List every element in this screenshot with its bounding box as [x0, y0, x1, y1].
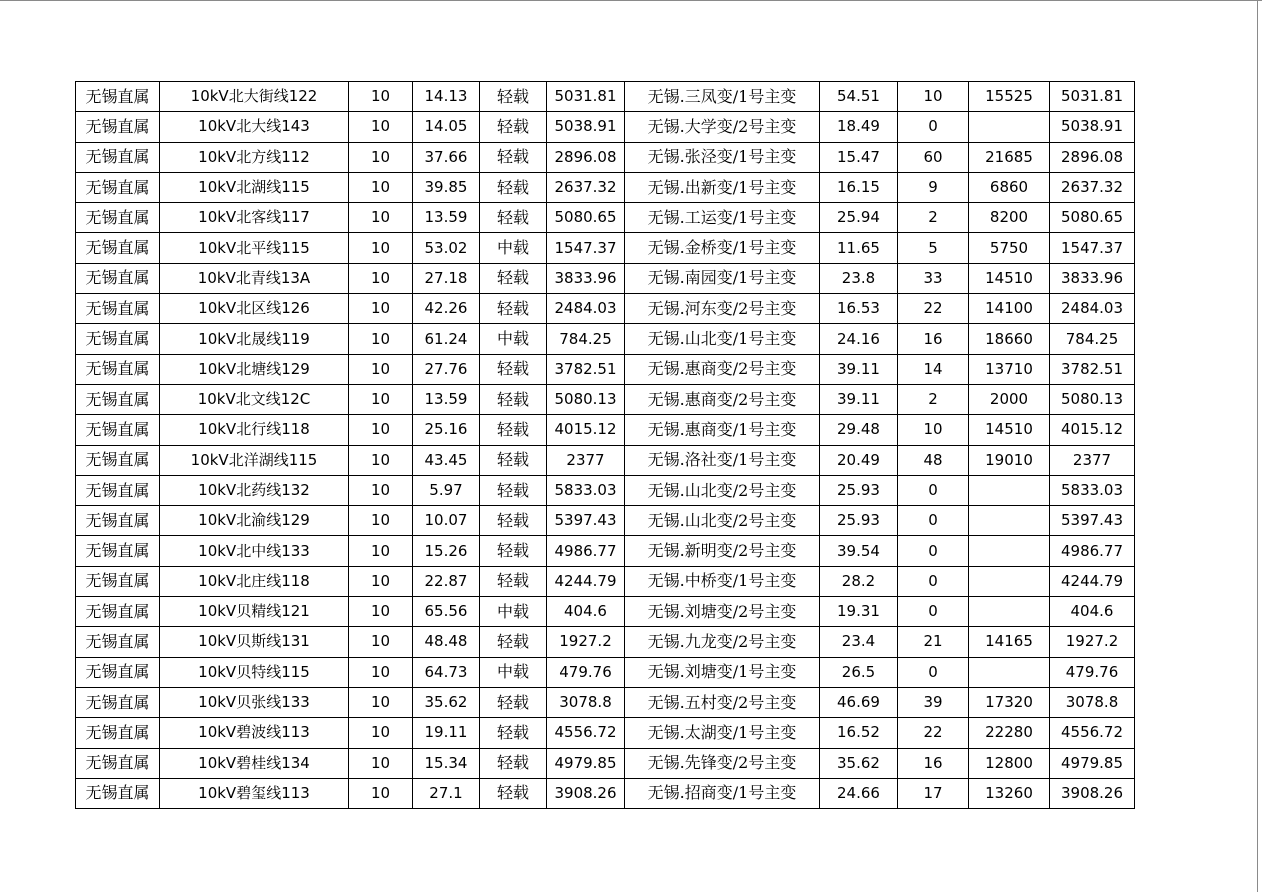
voltage-cell: 10: [349, 142, 413, 172]
user-capacity-cell: [969, 112, 1050, 142]
line-name-cell: 10kV北湖线115: [160, 172, 349, 202]
table-row: [76, 475, 1135, 505]
remaining-capacity-cell: 4556.72: [1050, 718, 1135, 748]
load-rate-cell: 64.73: [413, 657, 480, 687]
voltage-cell: 10: [349, 778, 413, 808]
transformer-load-rate-cell: 11.65: [820, 233, 898, 263]
line-name-cell: 10kV贝张线133: [160, 687, 349, 717]
remaining-capacity-cell: 3833.96: [1050, 263, 1135, 293]
user-count-cell: 0: [898, 657, 969, 687]
load-rate-cell: 14.13: [413, 82, 480, 112]
voltage-cell: 10: [349, 203, 413, 233]
user-count-cell: 17: [898, 778, 969, 808]
available-capacity-cell: 2896.08: [547, 142, 625, 172]
available-capacity-cell: 5833.03: [547, 475, 625, 505]
user-count-cell: 5: [898, 233, 969, 263]
line-name-cell: 10kV北文线12C: [160, 384, 349, 414]
available-capacity-cell: 1547.37: [547, 233, 625, 263]
user-count-cell: 2: [898, 203, 969, 233]
voltage-cell: 10: [349, 506, 413, 536]
line-name-cell: 10kV北区线126: [160, 294, 349, 324]
user-capacity-cell: 14100: [969, 294, 1050, 324]
load-status-cell: 中载: [480, 597, 547, 627]
user-count-cell: 60: [898, 142, 969, 172]
available-capacity-cell: 3782.51: [547, 354, 625, 384]
table-row: [76, 778, 1135, 808]
load-status-cell: 轻载: [480, 506, 547, 536]
table-row: [76, 294, 1135, 324]
available-capacity-cell: 3078.8: [547, 687, 625, 717]
user-capacity-cell: 13710: [969, 354, 1050, 384]
load-status-cell: 轻载: [480, 566, 547, 596]
transformer-load-rate-cell: 16.52: [820, 718, 898, 748]
transformer-load-rate-cell: 23.4: [820, 627, 898, 657]
user-capacity-cell: 14165: [969, 627, 1050, 657]
user-capacity-cell: 13260: [969, 778, 1050, 808]
available-capacity-cell: 784.25: [547, 324, 625, 354]
unit-cell: 无锡直属: [76, 263, 160, 293]
page-right-border: [1257, 0, 1258, 892]
user-capacity-cell: 5750: [969, 233, 1050, 263]
table-row: [76, 627, 1135, 657]
transformer-cell: 无锡.三凤变/1号主变: [625, 82, 820, 112]
table-row: [76, 506, 1135, 536]
load-status-cell: 中载: [480, 233, 547, 263]
unit-cell: 无锡直属: [76, 475, 160, 505]
remaining-capacity-cell: 5080.65: [1050, 203, 1135, 233]
voltage-cell: 10: [349, 82, 413, 112]
voltage-cell: 10: [349, 324, 413, 354]
transformer-load-rate-cell: 29.48: [820, 415, 898, 445]
user-count-cell: 14: [898, 354, 969, 384]
unit-cell: 无锡直属: [76, 294, 160, 324]
load-status-cell: 轻载: [480, 142, 547, 172]
voltage-cell: 10: [349, 657, 413, 687]
line-name-cell: 10kV北大线143: [160, 112, 349, 142]
line-name-cell: 10kV北塘线129: [160, 354, 349, 384]
line-name-cell: 10kV碧玺线113: [160, 778, 349, 808]
user-capacity-cell: 12800: [969, 748, 1050, 778]
transformer-load-rate-cell: 18.49: [820, 112, 898, 142]
user-count-cell: 10: [898, 82, 969, 112]
transformer-cell: 无锡.洛社变/1号主变: [625, 445, 820, 475]
table-row: [76, 597, 1135, 627]
voltage-cell: 10: [349, 475, 413, 505]
load-status-cell: 轻载: [480, 263, 547, 293]
user-count-cell: 16: [898, 324, 969, 354]
load-rate-cell: 10.07: [413, 506, 480, 536]
user-count-cell: 9: [898, 172, 969, 202]
voltage-cell: 10: [349, 112, 413, 142]
available-capacity-cell: 2484.03: [547, 294, 625, 324]
voltage-cell: 10: [349, 172, 413, 202]
user-count-cell: 0: [898, 536, 969, 566]
load-rate-cell: 19.11: [413, 718, 480, 748]
available-capacity-cell: 404.6: [547, 597, 625, 627]
voltage-cell: 10: [349, 597, 413, 627]
table-row: [76, 142, 1135, 172]
unit-cell: 无锡直属: [76, 233, 160, 263]
available-capacity-cell: 4986.77: [547, 536, 625, 566]
load-status-cell: 轻载: [480, 627, 547, 657]
unit-cell: 无锡直属: [76, 324, 160, 354]
unit-cell: 无锡直属: [76, 748, 160, 778]
voltage-cell: 10: [349, 233, 413, 263]
table-row: [76, 354, 1135, 384]
transformer-cell: 无锡.惠商变/2号主变: [625, 384, 820, 414]
unit-cell: 无锡直属: [76, 445, 160, 475]
transformer-cell: 无锡.惠商变/1号主变: [625, 415, 820, 445]
transformer-cell: 无锡.中桥变/1号主变: [625, 566, 820, 596]
table-row: [76, 718, 1135, 748]
load-rate-cell: 37.66: [413, 142, 480, 172]
remaining-capacity-cell: 2377: [1050, 445, 1135, 475]
load-rate-cell: 22.87: [413, 566, 480, 596]
transformer-cell: 无锡.五村变/2号主变: [625, 687, 820, 717]
table-row: [76, 172, 1135, 202]
unit-cell: 无锡直属: [76, 778, 160, 808]
table-row: [76, 112, 1135, 142]
remaining-capacity-cell: 2637.32: [1050, 172, 1135, 202]
remaining-capacity-cell: 3908.26: [1050, 778, 1135, 808]
available-capacity-cell: 2377: [547, 445, 625, 475]
unit-cell: 无锡直属: [76, 384, 160, 414]
user-capacity-cell: 17320: [969, 687, 1050, 717]
voltage-cell: 10: [349, 748, 413, 778]
table-row: [76, 657, 1135, 687]
unit-cell: 无锡直属: [76, 597, 160, 627]
remaining-capacity-cell: 479.76: [1050, 657, 1135, 687]
transformer-load-rate-cell: 15.47: [820, 142, 898, 172]
transformer-load-rate-cell: 39.11: [820, 384, 898, 414]
load-rate-cell: 27.76: [413, 354, 480, 384]
transformer-load-rate-cell: 24.66: [820, 778, 898, 808]
available-capacity-cell: 5031.81: [547, 82, 625, 112]
remaining-capacity-cell: 5038.91: [1050, 112, 1135, 142]
remaining-capacity-cell: 5833.03: [1050, 475, 1135, 505]
transformer-cell: 无锡.先锋变/2号主变: [625, 748, 820, 778]
user-count-cell: 48: [898, 445, 969, 475]
remaining-capacity-cell: 1927.2: [1050, 627, 1135, 657]
table-row: [76, 687, 1135, 717]
transformer-load-rate-cell: 54.51: [820, 82, 898, 112]
transformer-load-rate-cell: 39.11: [820, 354, 898, 384]
load-status-cell: 轻载: [480, 778, 547, 808]
unit-cell: 无锡直属: [76, 415, 160, 445]
user-capacity-cell: [969, 566, 1050, 596]
load-rate-cell: 53.02: [413, 233, 480, 263]
transformer-cell: 无锡.张泾变/1号主变: [625, 142, 820, 172]
user-count-cell: 0: [898, 506, 969, 536]
user-capacity-cell: 22280: [969, 718, 1050, 748]
unit-cell: 无锡直属: [76, 506, 160, 536]
table-row: [76, 263, 1135, 293]
table-row: [76, 415, 1135, 445]
available-capacity-cell: 4556.72: [547, 718, 625, 748]
available-capacity-cell: 5080.13: [547, 384, 625, 414]
user-count-cell: 33: [898, 263, 969, 293]
user-capacity-cell: 14510: [969, 415, 1050, 445]
user-count-cell: 0: [898, 597, 969, 627]
load-rate-cell: 43.45: [413, 445, 480, 475]
load-status-cell: 轻载: [480, 294, 547, 324]
load-status-cell: 轻载: [480, 82, 547, 112]
transformer-load-rate-cell: 19.31: [820, 597, 898, 627]
user-count-cell: 21: [898, 627, 969, 657]
line-name-cell: 10kV北洋湖线115: [160, 445, 349, 475]
line-name-cell: 10kV北渝线129: [160, 506, 349, 536]
load-status-cell: 轻载: [480, 445, 547, 475]
transformer-cell: 无锡.工运变/1号主变: [625, 203, 820, 233]
transformer-cell: 无锡.山北变/2号主变: [625, 506, 820, 536]
unit-cell: 无锡直属: [76, 82, 160, 112]
transformer-load-rate-cell: 35.62: [820, 748, 898, 778]
unit-cell: 无锡直属: [76, 627, 160, 657]
transformer-load-rate-cell: 16.53: [820, 294, 898, 324]
table-row: [76, 566, 1135, 596]
remaining-capacity-cell: 1547.37: [1050, 233, 1135, 263]
unit-cell: 无锡直属: [76, 142, 160, 172]
transformer-load-rate-cell: 26.5: [820, 657, 898, 687]
user-capacity-cell: [969, 597, 1050, 627]
remaining-capacity-cell: 4244.79: [1050, 566, 1135, 596]
transformer-load-rate-cell: 16.15: [820, 172, 898, 202]
transformer-load-rate-cell: 46.69: [820, 687, 898, 717]
table-row: [76, 203, 1135, 233]
available-capacity-cell: 5080.65: [547, 203, 625, 233]
transformer-load-rate-cell: 25.93: [820, 506, 898, 536]
transformer-cell: 无锡.刘塘变/1号主变: [625, 657, 820, 687]
user-capacity-cell: 19010: [969, 445, 1050, 475]
line-name-cell: 10kV北药线132: [160, 475, 349, 505]
line-name-cell: 10kV碧桂线134: [160, 748, 349, 778]
transformer-load-rate-cell: 39.54: [820, 536, 898, 566]
remaining-capacity-cell: 5397.43: [1050, 506, 1135, 536]
unit-cell: 无锡直属: [76, 354, 160, 384]
user-capacity-cell: 8200: [969, 203, 1050, 233]
user-capacity-cell: 14510: [969, 263, 1050, 293]
available-capacity-cell: 3908.26: [547, 778, 625, 808]
load-status-cell: 中载: [480, 657, 547, 687]
unit-cell: 无锡直属: [76, 203, 160, 233]
line-name-cell: 10kV北庄线118: [160, 566, 349, 596]
load-rate-cell: 65.56: [413, 597, 480, 627]
voltage-cell: 10: [349, 687, 413, 717]
available-capacity-cell: 2637.32: [547, 172, 625, 202]
table-row: [76, 445, 1135, 475]
user-count-cell: 22: [898, 294, 969, 324]
page-top-border: [0, 0, 1262, 1]
load-rate-cell: 13.59: [413, 203, 480, 233]
voltage-cell: 10: [349, 384, 413, 414]
load-rate-cell: 5.97: [413, 475, 480, 505]
transformer-cell: 无锡.金桥变/1号主变: [625, 233, 820, 263]
user-capacity-cell: [969, 475, 1050, 505]
available-capacity-cell: 4244.79: [547, 566, 625, 596]
user-capacity-cell: 6860: [969, 172, 1050, 202]
load-rate-cell: 14.05: [413, 112, 480, 142]
line-name-cell: 10kV北平线115: [160, 233, 349, 263]
line-name-cell: 10kV北晟线119: [160, 324, 349, 354]
user-capacity-cell: [969, 506, 1050, 536]
load-status-cell: 轻载: [480, 687, 547, 717]
user-capacity-cell: 18660: [969, 324, 1050, 354]
load-rate-cell: 25.16: [413, 415, 480, 445]
remaining-capacity-cell: 4986.77: [1050, 536, 1135, 566]
transformer-load-rate-cell: 23.8: [820, 263, 898, 293]
remaining-capacity-cell: 3078.8: [1050, 687, 1135, 717]
load-rate-cell: 15.26: [413, 536, 480, 566]
load-status-cell: 轻载: [480, 112, 547, 142]
voltage-cell: 10: [349, 566, 413, 596]
user-count-cell: 22: [898, 718, 969, 748]
table-row: [76, 748, 1135, 778]
table-row: [76, 384, 1135, 414]
transformer-load-rate-cell: 28.2: [820, 566, 898, 596]
transformer-load-rate-cell: 24.16: [820, 324, 898, 354]
transformer-cell: 无锡.南园变/1号主变: [625, 263, 820, 293]
load-rate-cell: 27.18: [413, 263, 480, 293]
load-rate-cell: 15.34: [413, 748, 480, 778]
load-status-cell: 轻载: [480, 384, 547, 414]
unit-cell: 无锡直属: [76, 536, 160, 566]
remaining-capacity-cell: 4979.85: [1050, 748, 1135, 778]
unit-cell: 无锡直属: [76, 172, 160, 202]
remaining-capacity-cell: 2484.03: [1050, 294, 1135, 324]
unit-cell: 无锡直属: [76, 566, 160, 596]
feeder-load-table: [75, 81, 1135, 809]
transformer-cell: 无锡.惠商变/2号主变: [625, 354, 820, 384]
user-count-cell: 2: [898, 384, 969, 414]
remaining-capacity-cell: 4015.12: [1050, 415, 1135, 445]
voltage-cell: 10: [349, 263, 413, 293]
user-capacity-cell: 21685: [969, 142, 1050, 172]
voltage-cell: 10: [349, 536, 413, 566]
load-status-cell: 轻载: [480, 203, 547, 233]
unit-cell: 无锡直属: [76, 657, 160, 687]
line-name-cell: 10kV北大街线122: [160, 82, 349, 112]
line-name-cell: 10kV北方线112: [160, 142, 349, 172]
transformer-cell: 无锡.刘塘变/2号主变: [625, 597, 820, 627]
transformer-cell: 无锡.出新变/1号主变: [625, 172, 820, 202]
available-capacity-cell: 5038.91: [547, 112, 625, 142]
user-capacity-cell: 15525: [969, 82, 1050, 112]
voltage-cell: 10: [349, 445, 413, 475]
unit-cell: 无锡直属: [76, 718, 160, 748]
load-rate-cell: 27.1: [413, 778, 480, 808]
remaining-capacity-cell: 404.6: [1050, 597, 1135, 627]
load-status-cell: 中载: [480, 324, 547, 354]
line-name-cell: 10kV贝精线121: [160, 597, 349, 627]
transformer-cell: 无锡.山北变/1号主变: [625, 324, 820, 354]
user-count-cell: 10: [898, 415, 969, 445]
available-capacity-cell: 4015.12: [547, 415, 625, 445]
available-capacity-cell: 3833.96: [547, 263, 625, 293]
load-rate-cell: 39.85: [413, 172, 480, 202]
load-status-cell: 轻载: [480, 748, 547, 778]
user-capacity-cell: [969, 536, 1050, 566]
user-capacity-cell: 2000: [969, 384, 1050, 414]
load-status-cell: 轻载: [480, 475, 547, 505]
user-count-cell: 0: [898, 475, 969, 505]
table-row: [76, 536, 1135, 566]
load-status-cell: 轻载: [480, 415, 547, 445]
remaining-capacity-cell: 5080.13: [1050, 384, 1135, 414]
available-capacity-cell: 479.76: [547, 657, 625, 687]
table-row: [76, 324, 1135, 354]
remaining-capacity-cell: 3782.51: [1050, 354, 1135, 384]
line-name-cell: 10kV贝斯线131: [160, 627, 349, 657]
transformer-cell: 无锡.山北变/2号主变: [625, 475, 820, 505]
load-status-cell: 轻载: [480, 718, 547, 748]
user-count-cell: 0: [898, 566, 969, 596]
unit-cell: 无锡直属: [76, 112, 160, 142]
load-rate-cell: 35.62: [413, 687, 480, 717]
line-name-cell: 10kV碧波线113: [160, 718, 349, 748]
user-count-cell: 0: [898, 112, 969, 142]
transformer-load-rate-cell: 20.49: [820, 445, 898, 475]
load-rate-cell: 48.48: [413, 627, 480, 657]
load-status-cell: 轻载: [480, 536, 547, 566]
voltage-cell: 10: [349, 718, 413, 748]
voltage-cell: 10: [349, 627, 413, 657]
transformer-cell: 无锡.太湖变/1号主变: [625, 718, 820, 748]
line-name-cell: 10kV北青线13A: [160, 263, 349, 293]
transformer-cell: 无锡.九龙变/2号主变: [625, 627, 820, 657]
line-name-cell: 10kV北中线133: [160, 536, 349, 566]
user-capacity-cell: [969, 657, 1050, 687]
line-name-cell: 10kV北行线118: [160, 415, 349, 445]
transformer-cell: 无锡.大学变/2号主变: [625, 112, 820, 142]
transformer-cell: 无锡.新明变/2号主变: [625, 536, 820, 566]
load-rate-cell: 13.59: [413, 384, 480, 414]
available-capacity-cell: 4979.85: [547, 748, 625, 778]
transformer-cell: 无锡.招商变/1号主变: [625, 778, 820, 808]
available-capacity-cell: 5397.43: [547, 506, 625, 536]
line-name-cell: 10kV北客线117: [160, 203, 349, 233]
available-capacity-cell: 1927.2: [547, 627, 625, 657]
unit-cell: 无锡直属: [76, 687, 160, 717]
transformer-load-rate-cell: 25.93: [820, 475, 898, 505]
load-status-cell: 轻载: [480, 354, 547, 384]
remaining-capacity-cell: 784.25: [1050, 324, 1135, 354]
load-rate-cell: 42.26: [413, 294, 480, 324]
user-count-cell: 39: [898, 687, 969, 717]
voltage-cell: 10: [349, 354, 413, 384]
transformer-cell: 无锡.河东变/2号主变: [625, 294, 820, 324]
voltage-cell: 10: [349, 294, 413, 324]
table-row: [76, 233, 1135, 263]
voltage-cell: 10: [349, 415, 413, 445]
user-count-cell: 16: [898, 748, 969, 778]
load-rate-cell: 61.24: [413, 324, 480, 354]
table-row: [76, 82, 1135, 112]
remaining-capacity-cell: 2896.08: [1050, 142, 1135, 172]
transformer-load-rate-cell: 25.94: [820, 203, 898, 233]
line-name-cell: 10kV贝特线115: [160, 657, 349, 687]
table-body: [76, 82, 1135, 809]
remaining-capacity-cell: 5031.81: [1050, 82, 1135, 112]
load-status-cell: 轻载: [480, 172, 547, 202]
